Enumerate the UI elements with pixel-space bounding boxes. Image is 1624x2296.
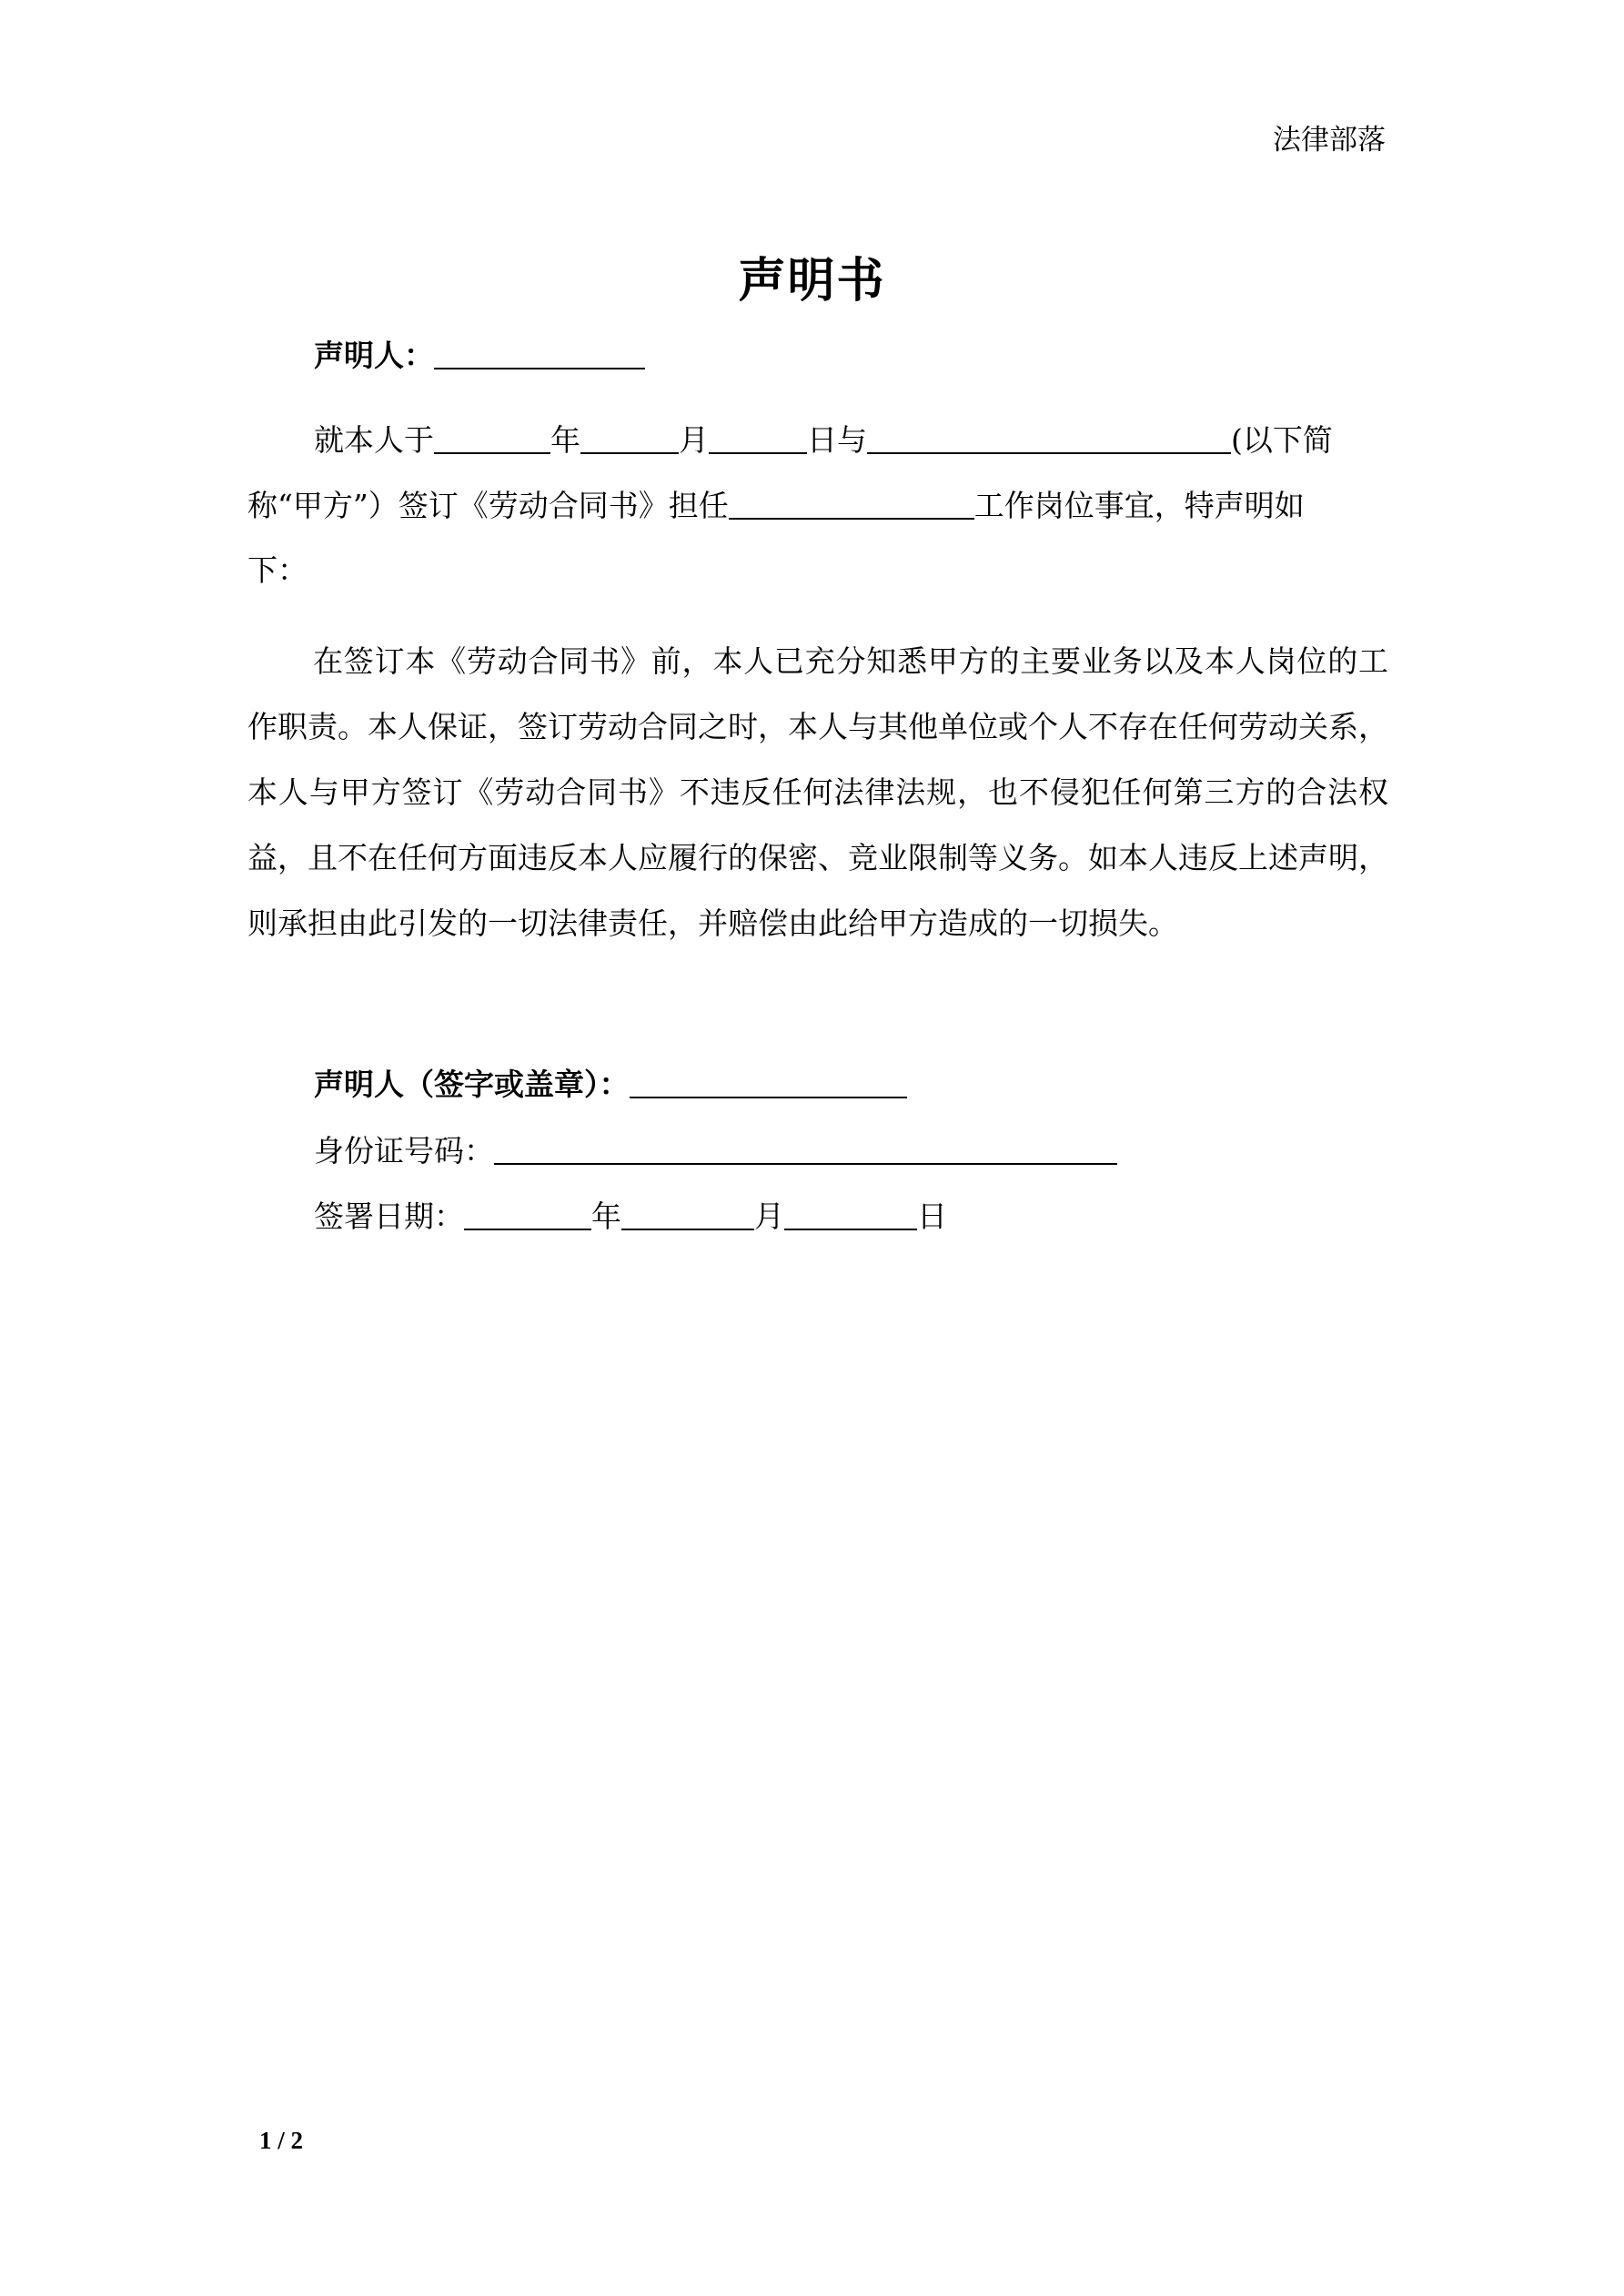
intro-line-3: 下：: [247, 552, 308, 588]
intro-year-blank[interactable]: [434, 421, 550, 454]
date-day-blank[interactable]: [784, 1198, 917, 1230]
intro-position-blank[interactable]: [729, 487, 974, 520]
id-number-blank[interactable]: [494, 1132, 1117, 1165]
date-month-blank[interactable]: [621, 1198, 754, 1230]
signer-line: [314, 1066, 907, 1103]
declarant-label: 声明人：: [314, 338, 434, 373]
intro-day-blank[interactable]: [709, 421, 807, 454]
declarant-line: [314, 337, 645, 374]
signer-label: 声明人（签字或盖章）：: [314, 1067, 630, 1102]
id-label: 身份证号码：: [314, 1133, 494, 1168]
declaration-paragraph: 在签订本《劳动合同书》前，本人已充分知悉甲方的主要业务以及本人岗位的工作职责。本人保证，签订劳动合同之时，本人与其他单位或个人不存在任何劳动关系，本人与甲方签订《劳动合同书》不违反任何法律法规，也不侵犯任何第三方的合法权益，且不在任何方面违反本人应履行的保密、竞业限制等义务。如本人违反上述声明，则承担由此引发的一切法律责任，并赔偿由此给甲方造成的一切损失。: [247, 643, 1388, 941]
date-line: 签署日期： 年 月 日: [314, 1199, 947, 1234]
intro-line-1: 就本人于 年 月 日与 (以下简: [314, 422, 1333, 458]
id-line: [314, 1132, 1117, 1169]
page-number: 1 / 2: [259, 2127, 304, 2154]
signer-blank[interactable]: [630, 1066, 907, 1098]
declarant-blank[interactable]: [434, 337, 645, 369]
date-label: 签署日期：: [314, 1199, 464, 1234]
intro-month-blank[interactable]: [580, 421, 679, 454]
header-brand: 法律部落: [1273, 124, 1386, 157]
intro-party-blank[interactable]: [867, 421, 1231, 454]
page-title: 声明书: [738, 254, 886, 308]
date-year-blank[interactable]: [464, 1198, 591, 1230]
intro-line-2: 称“甲方”）签订《劳动合同书》担任 工作岗位事宜，特声明如: [247, 488, 1305, 523]
